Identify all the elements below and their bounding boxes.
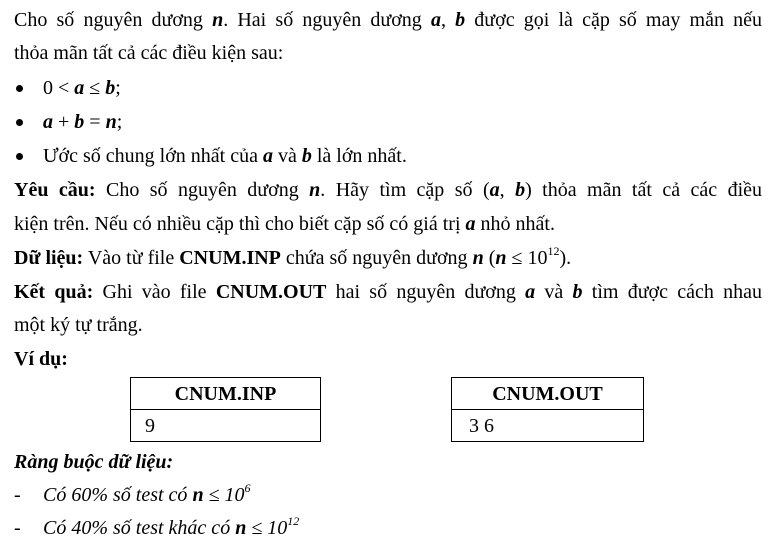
example-output-header: CNUM.OUT (452, 378, 644, 410)
var-b: b (455, 9, 466, 31)
input-label: Dữ liệu: (14, 247, 84, 269)
example-output-value: 3 6 (452, 410, 644, 442)
dash-icon: - (14, 517, 21, 539)
requirement-label: Yêu cầu: (14, 179, 96, 201)
intro-line-1: Cho số nguyên dương n. Hai số nguyên dương a, b được gọi là cặp số may mắn nếu (14, 9, 763, 31)
bullet-icon (16, 85, 23, 92)
example-input-table (130, 377, 321, 442)
var-a: a (430, 9, 441, 31)
input-file: CNUM.INP (179, 247, 281, 269)
output-label: Kết quả: (14, 281, 94, 303)
constraint-1: Có 60% số test có $n \le 10^6$ (43, 481, 251, 506)
condition-2: a + b = n; (43, 111, 123, 133)
output-spec-line-1: Kết quả: Ghi vào file CNUM.OUT hai số nguyên dương a và b tìm được cách nhau (14, 281, 763, 303)
bullet-icon (16, 119, 23, 126)
var-n: n (212, 9, 224, 31)
condition-1: 0 < a ≤ b; (43, 77, 121, 99)
constraint-2: Có 40% số test khác có $n \le 10^{12}$ (43, 514, 300, 539)
intro-line-2: thỏa mãn tất cả các điều kiện sau: (14, 42, 284, 64)
requirement-line-2: kiện trên. Nếu có nhiều cặp thì cho biết cặp số có giá trị a nhỏ nhất. (14, 213, 555, 235)
constraints-label: Ràng buộc dữ liệu: (14, 451, 174, 473)
requirement-line-1: Yêu cầu: Cho số nguyên dương n. Hãy tìm cặp số (a, b) thỏa mãn tất cả các điều (14, 179, 763, 201)
bullet-icon (16, 153, 23, 160)
example-input-value: 9 (131, 410, 321, 442)
condition-3: Ước số chung lớn nhất của a và b là lớn nhất. (43, 145, 407, 167)
input-spec: Dữ liệu: Vào từ file CNUM.INP chứa số nguyên dương n $(n \le 10^{12})$. (14, 244, 572, 269)
output-file: CNUM.OUT (215, 281, 327, 303)
example-label: Ví dụ: (14, 348, 68, 370)
example-output-table (451, 377, 644, 442)
example-input-header: CNUM.INP (131, 378, 321, 410)
dash-icon: - (14, 484, 21, 506)
output-spec-line-2: một ký tự trắng. (14, 314, 143, 336)
